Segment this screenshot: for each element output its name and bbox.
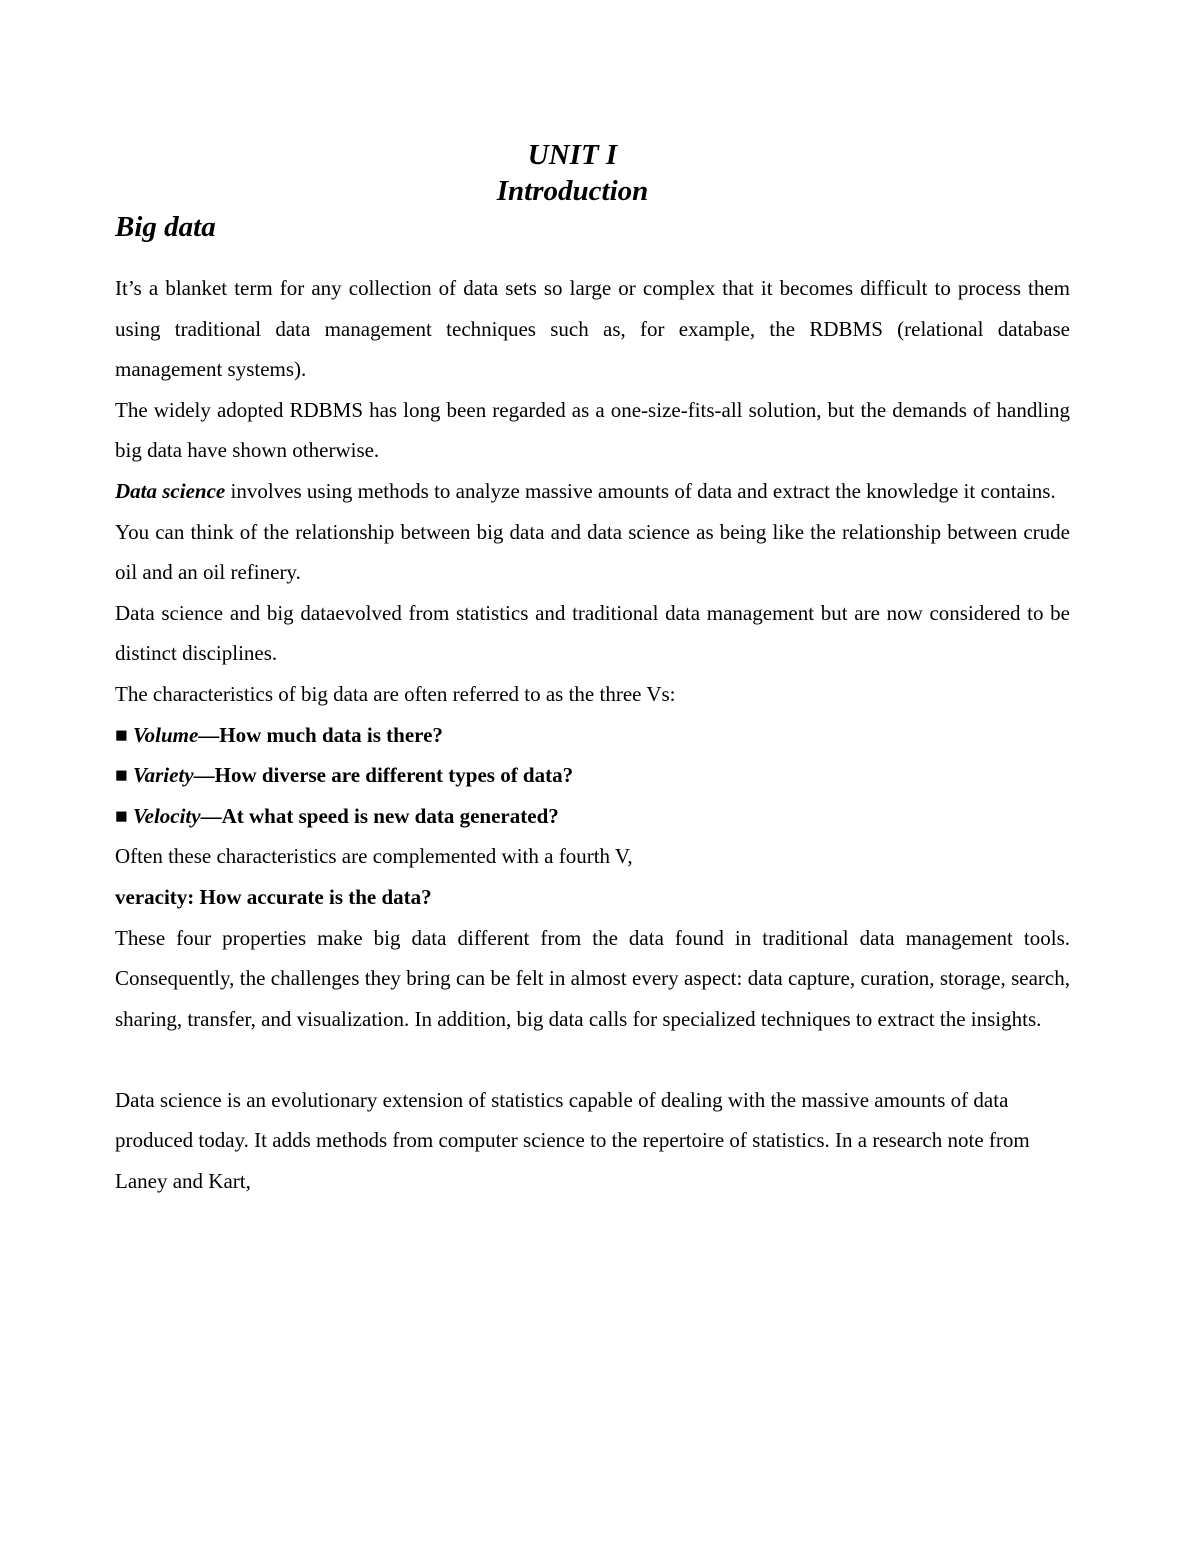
bullet-icon: ■ [115, 803, 133, 828]
paragraph-veracity: veracity: How accurate is the data? [115, 884, 432, 909]
paragraph-three-vs: The characteristics of big data are often referred to as the three Vs: [115, 681, 676, 706]
desc-velocity: —At what speed is new data generated? [200, 803, 559, 828]
term-variety: Variety [132, 763, 194, 788]
paragraph-data-science-text: involves using methods to analyze massive amounts of data and extract the knowledge it contains. [225, 478, 1056, 503]
paragraph-fourth-v: Often these characteristics are complemented with a fourth V, [115, 844, 633, 869]
paragraph-rdbms: The widely adopted RDBMS has long been regarded as a one-size-fits-all solution, but the demands of handling big data have shown otherwise. [115, 397, 1070, 463]
paragraph-data-science [115, 471, 1070, 512]
document-content [115, 137, 1070, 1202]
section-heading-big-data: Big data [115, 211, 216, 243]
desc-volume: —How much data is there? [198, 722, 443, 747]
term-velocity: Velocity [132, 803, 201, 828]
bullet-icon: ■ [115, 722, 133, 747]
paragraph-evolutionary-extension: Data science is an evolutionary extension of statistics capable of dealing with the massive amounts of data produced today. It adds methods from computer science to the repertoire of statistics. In a research note from Laney and Kart, [115, 1087, 1030, 1194]
list-item-variety [115, 755, 1070, 796]
list-item-velocity [115, 796, 1070, 837]
term-volume: Volume [132, 722, 199, 747]
desc-variety: —How diverse are different types of data? [193, 763, 574, 788]
term-data-science: Data science [115, 478, 226, 503]
intro-heading: Introduction [496, 175, 649, 207]
paragraph-definition: It’s a blanket term for any collection of data sets so large or complex that it becomes difficult to process them using traditional data management techniques such as, for example, the RDBMS (relational database management systems). [115, 276, 1070, 382]
paragraph-oil-analogy: You can think of the relationship between big data and data science as being like the relationship between crude oil and an oil refinery. [115, 519, 1070, 585]
blank-line [115, 1039, 1070, 1080]
unit-heading: UNIT I [527, 139, 618, 171]
list-item-volume [115, 715, 1070, 756]
paragraph-four-properties: These four properties make big data different from the data found in traditional data management tools. Consequently, the challenges they bring can be felt in almost every aspect: data capture, curation, storage, search, sharing, transfer, and visualization. In addition, big data calls for specialized techniques to extract the insights. [115, 925, 1070, 1031]
paragraph-disciplines: Data science and big dataevolved from statistics and traditional data management but are now considered to be distinct disciplines. [115, 600, 1070, 666]
bullet-icon: ■ [115, 763, 133, 788]
